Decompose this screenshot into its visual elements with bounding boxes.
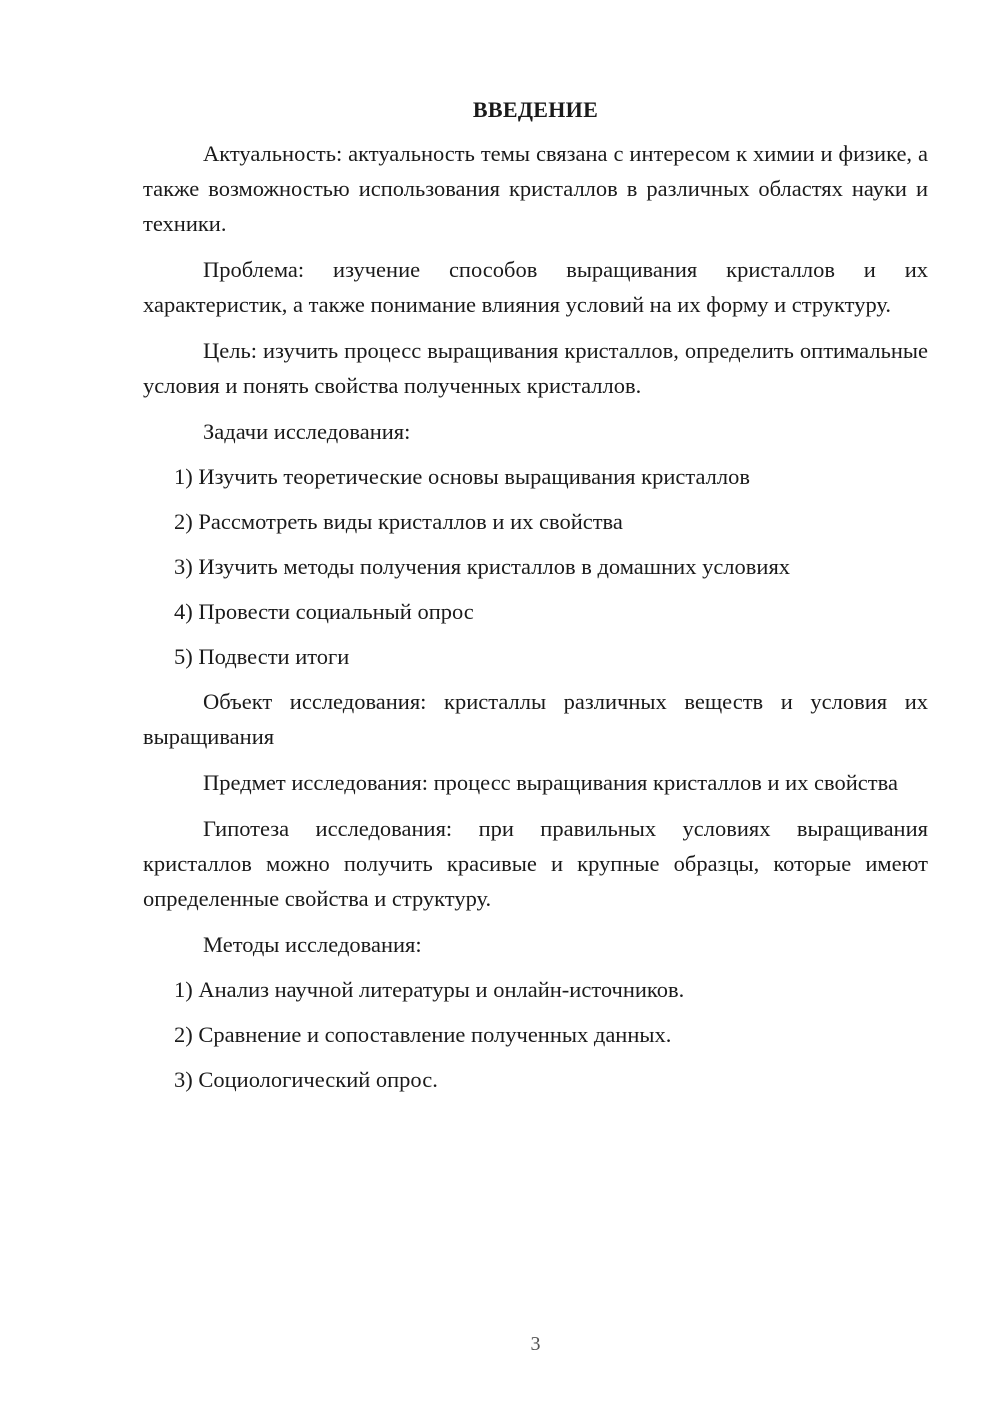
- section-title: ВВЕДЕНИЕ: [472, 97, 599, 122]
- list-item: 4) Провести социальный опрос: [174, 599, 474, 624]
- list-item: 2) Рассмотреть виды кристаллов и их свойства: [174, 509, 623, 534]
- subject-paragraph: Предмет исследования: процесс выращивания кристаллов и их свойства: [203, 770, 898, 795]
- tasks-list: [143, 459, 928, 674]
- page-number: 3: [530, 1333, 541, 1355]
- list-item: 3) Изучить методы получения кристаллов в домашних условиях: [174, 554, 791, 579]
- relevance-paragraph: Актуальность: актуальность темы связана с интересом к химии и физике, а также возможностью использования кристаллов в различных областях науки и техники.: [143, 141, 928, 236]
- hypothesis-paragraph: Гипотеза исследования: при правильных условиях выращивания кристаллов можно получить красивые и крупные образцы, которые имеют определенные свойства и структуру.: [143, 816, 928, 911]
- list-item: 1) Изучить теоретические основы выращивания кристаллов: [174, 464, 750, 489]
- list-item: 3) Социологический опрос.: [174, 1067, 438, 1092]
- goal-paragraph: Цель: изучить процесс выращивания кристаллов, определить оптимальные условия и понять свойства полученных кристаллов.: [143, 338, 928, 398]
- tasks-heading: Задачи исследования:: [203, 419, 411, 444]
- list-item: 1) Анализ научной литературы и онлайн-источников.: [174, 977, 685, 1002]
- methods-heading: Методы исследования:: [203, 932, 422, 957]
- methods-list: [143, 972, 928, 1097]
- object-paragraph: Объект исследования: кристаллы различных веществ и условия их выращивания: [143, 689, 928, 749]
- list-item: 5) Подвести итоги: [174, 644, 350, 669]
- page-content: [143, 92, 928, 1107]
- problem-paragraph: Проблема: изучение способов выращивания кристаллов и их характеристик, а также понимание влияния условий на их форму и структуру.: [143, 257, 928, 317]
- list-item: 2) Сравнение и сопоставление полученных данных.: [174, 1022, 672, 1047]
